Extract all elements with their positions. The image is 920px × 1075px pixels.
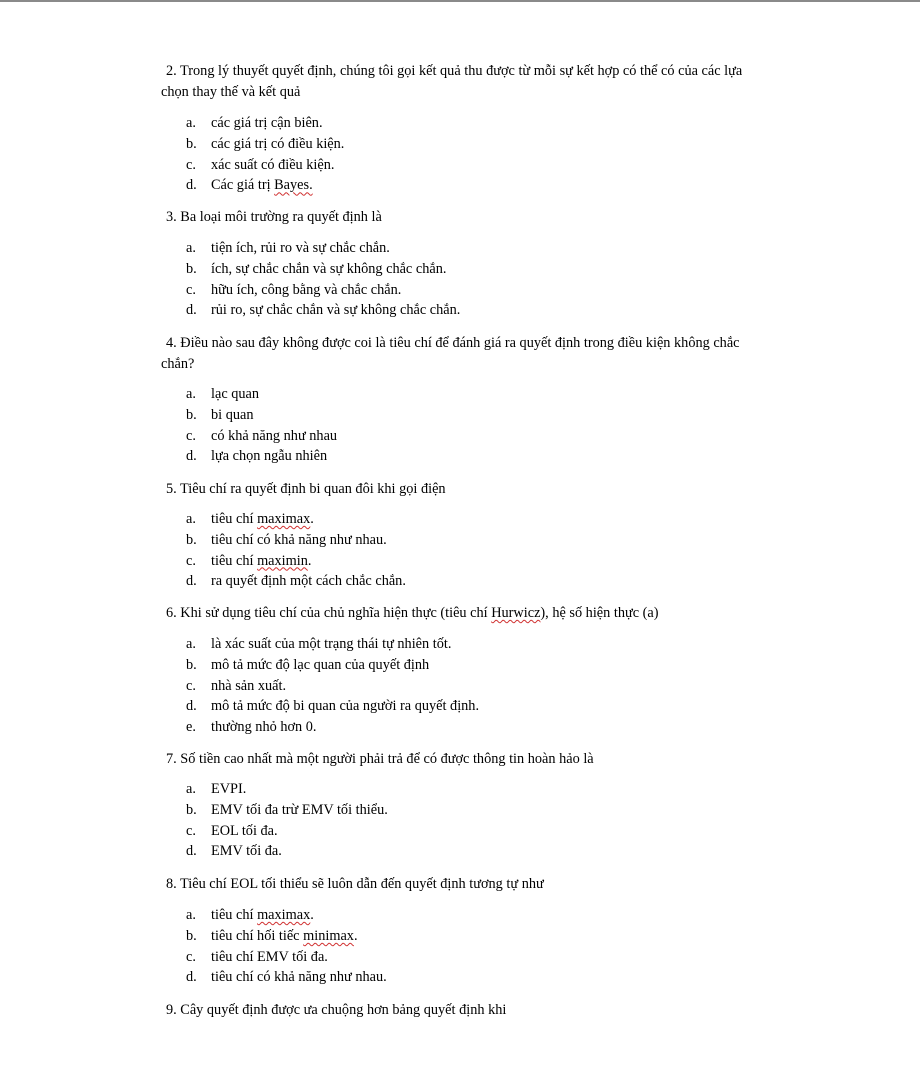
option-5a: a. tiêu chí maximax. <box>186 511 314 527</box>
option-6b: b. mô tả mức độ lạc quan của quyết định <box>186 656 430 673</box>
option-4c: c. có khả năng như nhau <box>186 427 338 444</box>
option-3b: b. ích, sự chắc chắn và sự không chắc chắn. <box>186 260 447 277</box>
option-5c: c. tiêu chí maximin. <box>186 552 312 569</box>
options-question-3 <box>186 238 460 321</box>
option-7b: b. EMV tối đa trừ EMV tối thiểu. <box>186 801 388 818</box>
option-6a: a. là xác suất của một trạng thái tự nhiên tốt. <box>186 636 452 652</box>
question-8: 8. Tiêu chí EOL tối thiểu sẽ luôn dẫn đến quyết định tương tự như <box>166 876 544 892</box>
option-6d: d. mô tả mức độ bi quan của người ra quyết định. <box>186 698 480 715</box>
question-2: 2. Trong lý thuyết quyết định, chúng tôi gọi kết quả thu được từ mỗi sự kết hợp có thể có của các lựa chọn thay thế và kết quả <box>161 63 743 100</box>
question-9: 9. Cây quyết định được ưa chuộng hơn bảng quyết định khi <box>166 1002 507 1018</box>
option-3a: a. tiện ích, rủi ro và sự chắc chắn. <box>186 240 390 256</box>
option-4d: d. lựa chọn ngẫu nhiên <box>186 448 328 465</box>
option-2a: a. các giá trị cận biên. <box>186 115 323 131</box>
options-question-8 <box>186 905 387 988</box>
option-8a: a. tiêu chí maximax. <box>186 907 314 923</box>
option-8d: d. tiêu chí có khả năng như nhau. <box>186 969 387 986</box>
option-2b: b. các giá trị có điều kiện. <box>186 135 345 152</box>
spellcheck-flagged-word[interactable]: minimax <box>303 927 354 944</box>
spellcheck-flagged-word[interactable]: Bayes. <box>274 177 313 194</box>
question-4: 4. Điều nào sau đây không được coi là tiêu chí để đánh giá ra quyết định trong điều kiện không chắc chắn? <box>161 335 740 372</box>
option-5b: b. tiêu chí có khả năng như nhau. <box>186 531 387 548</box>
option-5d: d. ra quyết định một cách chắc chắn. <box>186 573 406 590</box>
option-3c: c. hữu ích, công bằng và chắc chắn. <box>186 281 402 298</box>
option-7d: d. EMV tối đa. <box>186 843 282 860</box>
spellcheck-flagged-word[interactable]: maximax <box>257 511 311 527</box>
option-4b: b. bi quan <box>186 406 254 423</box>
option-7c: c. EOL tối đa. <box>186 822 278 839</box>
option-2c: c. xác suất có điều kiện. <box>186 156 335 173</box>
spellcheck-flagged-word[interactable]: maximax <box>257 907 311 923</box>
spellcheck-flagged-word[interactable]: maximin <box>257 552 308 569</box>
options-question-2 <box>186 113 344 196</box>
option-8c: c. tiêu chí EMV tối đa. <box>186 948 328 965</box>
question-7: 7. Số tiền cao nhất mà một người phải trả để có được thông tin hoàn hảo là <box>166 751 594 767</box>
option-3d: d. rủi ro, sự chắc chắn và sự không chắc chắn. <box>186 302 461 319</box>
options-question-4 <box>186 384 337 467</box>
option-6c: c. nhà sản xuất. <box>186 677 287 694</box>
question-3: 3. Ba loại môi trường ra quyết định là <box>166 209 382 225</box>
options-question-5 <box>186 509 406 592</box>
option-8b: b. tiêu chí hối tiếc minimax. <box>186 927 358 944</box>
question-5: 5. Tiêu chí ra quyết định bi quan đôi khi gọi điện <box>166 481 446 497</box>
spellcheck-flagged-word[interactable]: Hurwicz <box>491 605 541 621</box>
option-2d: d. Các giá trị Bayes. <box>186 177 313 194</box>
option-7a: a. EVPI. <box>186 781 247 797</box>
option-6e: e. thường nhỏ hơn 0. <box>186 719 317 736</box>
options-question-7 <box>186 779 388 862</box>
question-6: 6. Khi sử dụng tiêu chí của chủ nghĩa hiện thực (tiêu chí Hurwicz), hệ số hiện thực (a) <box>166 605 659 621</box>
option-4a: a. lạc quan <box>186 386 260 402</box>
options-question-6 <box>186 634 479 738</box>
